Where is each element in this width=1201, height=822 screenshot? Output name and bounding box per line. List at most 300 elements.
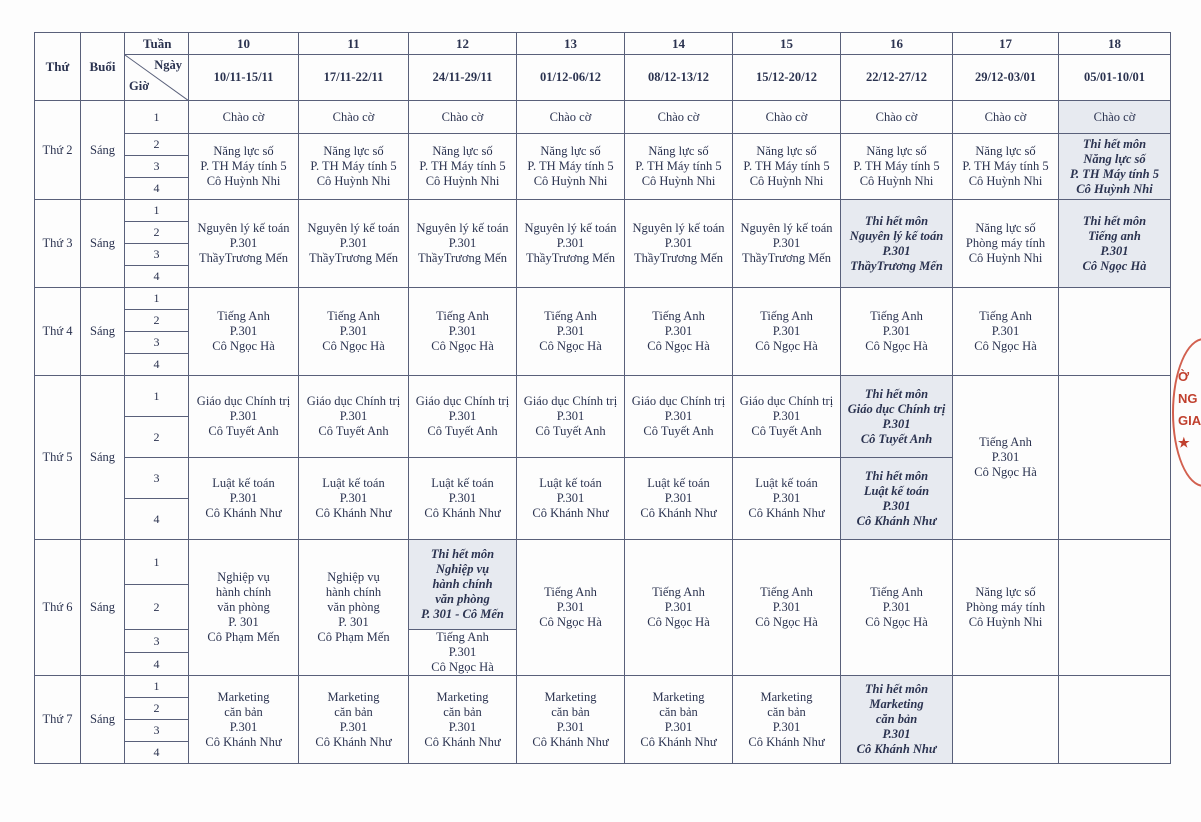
class-cell xyxy=(517,288,625,376)
period-cell: 1 xyxy=(125,676,189,698)
cell-line: Năng lực số xyxy=(323,144,384,158)
class-cell xyxy=(299,676,409,764)
cell-line: ThầyTrương Mến xyxy=(309,251,398,265)
header-buoi: Buổi xyxy=(81,33,125,101)
class-cell xyxy=(733,458,841,540)
cell-line: Giáo dục Chính trị xyxy=(196,394,291,408)
cell-line: Cô Tuyết Anh xyxy=(751,424,822,438)
class-cell xyxy=(299,288,409,376)
cell-line: P.301 xyxy=(556,600,585,614)
cell-line: Giáo dục Chính trị xyxy=(631,394,726,408)
cell-line: P.301 xyxy=(229,236,258,250)
period-cell: 4 xyxy=(125,742,189,764)
cell-line: Năng lực số xyxy=(432,144,493,158)
cell-line: P.301 xyxy=(664,719,693,734)
cell-line: ThầyTrương Mến xyxy=(418,251,507,265)
cell-line: Thi hết môn xyxy=(864,468,929,483)
cell-line: Marketing xyxy=(869,697,924,711)
cell-line: Tiếng Anh xyxy=(544,309,597,323)
cell-line: hành chính xyxy=(325,585,382,599)
cell-line: P.301 xyxy=(339,491,368,505)
dates-week-18: 05/01-10/01 xyxy=(1059,55,1171,101)
cell-line: Cô Khánh Như xyxy=(315,506,392,520)
header-ngay: Ngày xyxy=(154,58,182,72)
class-cell xyxy=(189,376,299,458)
class-cell xyxy=(409,200,517,288)
class-cell xyxy=(953,376,1059,540)
cell-line: P.301 xyxy=(882,324,911,338)
cell-line: văn phòng xyxy=(327,600,380,614)
cell-line: Cô Ngọc Hà xyxy=(431,339,494,353)
cell-line: Cô Huỳnh Nhi xyxy=(533,174,608,188)
cell-line: Thi hết môn xyxy=(430,547,495,561)
exam-cell xyxy=(841,200,953,288)
class-cell xyxy=(409,630,517,676)
cell-line: Cô Khánh Như xyxy=(315,734,392,749)
cell-line: văn phòng xyxy=(217,600,270,614)
cell-line: P.301 xyxy=(991,324,1020,338)
cell-line: Cô Khánh Như xyxy=(205,506,282,520)
cell-line: Nguyên lý kế toán xyxy=(197,221,290,235)
class-cell xyxy=(299,134,409,200)
cell-line: Tiếng Anh xyxy=(436,630,489,644)
cell-line: P.301 xyxy=(448,491,477,505)
cell-line: Năng lực số xyxy=(756,144,817,158)
cell-line: Nguyên lý kế toán xyxy=(740,221,833,235)
class-cell xyxy=(409,676,517,764)
dates-week-13: 01/12-06/12 xyxy=(517,55,625,101)
cell-line: Cô Huỳnh Nhi xyxy=(316,174,391,188)
cell-line: Nguyên lý kế toán xyxy=(524,221,617,235)
cell-line: Cô Khánh Như xyxy=(640,734,717,749)
cell-line: Năng lực số xyxy=(213,144,274,158)
cell-line: văn phòng xyxy=(435,592,490,606)
cell-line: Nghiệp vụ xyxy=(435,562,490,576)
class-cell xyxy=(299,376,409,458)
week-17: 17 xyxy=(953,33,1059,55)
cell-line: P.301 xyxy=(772,600,801,614)
class-cell xyxy=(299,200,409,288)
cell-line: P. 301 xyxy=(228,615,259,629)
class-cell xyxy=(733,540,841,676)
cell-line: Cô Ngọc Hà xyxy=(322,339,385,353)
class-cell xyxy=(625,540,733,676)
cell-line: Cô Huỳnh Nhi xyxy=(968,174,1043,188)
cell-line: Cô Tuyết Anh xyxy=(860,431,933,446)
cell-line: P.301 xyxy=(991,450,1020,464)
cell-line: Cô Ngọc Hà xyxy=(1082,258,1147,273)
cell-line: P. TH Máy tính 5 xyxy=(962,159,1049,173)
session-label: Sáng xyxy=(81,101,125,200)
cell-line: Cô Ngọc Hà xyxy=(431,660,494,674)
cell-line: P. TH Máy tính 5 xyxy=(635,159,722,173)
header-thu: Thứ xyxy=(35,33,81,101)
week-11: 11 xyxy=(299,33,409,55)
class-cell xyxy=(517,134,625,200)
exam-cell xyxy=(841,676,953,764)
dates-week-16: 22/12-27/12 xyxy=(841,55,953,101)
cell-line: Marketing xyxy=(760,689,813,704)
class-cell: Chào cờ xyxy=(733,101,841,134)
cell-line: Luật kế toán xyxy=(863,483,930,498)
cell-line: P.301 xyxy=(448,324,477,338)
period-cell: 4 xyxy=(125,266,189,288)
cell-line: P.301 xyxy=(882,498,911,513)
class-cell xyxy=(299,458,409,540)
class-cell xyxy=(517,458,625,540)
empty-cell xyxy=(1059,540,1171,676)
cell-line: P.301 xyxy=(556,324,585,338)
class-cell xyxy=(299,540,409,676)
period-cell: 2 xyxy=(125,698,189,720)
cell-line: Cô Huỳnh Nhi xyxy=(641,174,716,188)
cell-line: Năng lực số xyxy=(540,144,601,158)
period-cell: 1 xyxy=(125,288,189,310)
cell-line: Tiếng Anh xyxy=(652,585,705,599)
cell-line: Marketing xyxy=(652,689,705,704)
week-14: 14 xyxy=(625,33,733,55)
cell-line: Thi hết môn xyxy=(864,386,929,401)
cell-line: Cô Ngọc Hà xyxy=(647,339,710,353)
class-cell xyxy=(841,540,953,676)
period-cell: 1 xyxy=(125,540,189,585)
cell-line: Tiếng Anh xyxy=(870,309,923,323)
day-label: Thứ 2 xyxy=(35,101,81,200)
cell-line: Cô Khánh Như xyxy=(424,506,501,520)
cell-line: Nghiệp vụ xyxy=(217,570,270,584)
cell-line: căn bản xyxy=(224,704,263,719)
cell-line: Năng lực số xyxy=(1083,151,1146,166)
class-cell xyxy=(517,540,625,676)
cell-line: Cô Khánh Như xyxy=(856,742,937,756)
cell-line: Cô Khánh Như xyxy=(424,734,501,749)
cell-line: Tiếng Anh xyxy=(436,309,489,323)
dates-week-17: 29/12-03/01 xyxy=(953,55,1059,101)
cell-line: Cô Tuyết Anh xyxy=(318,424,389,438)
cell-line: P.301 xyxy=(339,409,368,423)
cell-line: Tiếng Anh xyxy=(327,309,380,323)
cell-line: Cô Huỳnh Nhi xyxy=(968,615,1043,629)
cell-line: ThầyTrương Mến xyxy=(850,258,943,273)
cell-line: P. 301 - Cô Mến xyxy=(421,607,504,621)
cell-line: ThầyTrương Mến xyxy=(742,251,831,265)
cell-line: P. TH Máy tính 5 xyxy=(310,159,397,173)
exam-cell xyxy=(841,376,953,458)
period-cell: 3 xyxy=(125,630,189,653)
class-cell xyxy=(189,540,299,676)
period-cell: 3 xyxy=(125,332,189,354)
cell-line: Marketing xyxy=(217,689,270,704)
stamp-text: Ờ xyxy=(1178,369,1190,384)
day-label: Thứ 7 xyxy=(35,676,81,764)
class-cell: Chào cờ xyxy=(299,101,409,134)
cell-line: Marketing xyxy=(544,689,597,704)
cell-line: P. TH Máy tính 5 xyxy=(1069,166,1160,181)
cell-line: Cô Ngọc Hà xyxy=(755,615,818,629)
period-cell: 2 xyxy=(125,417,189,458)
cell-line: Nghiệp vụ xyxy=(327,570,380,584)
cell-line: Cô Huỳnh Nhi xyxy=(749,174,824,188)
cell-line: P.301 xyxy=(664,600,693,614)
cell-line: Cô Ngọc Hà xyxy=(755,339,818,353)
cell-line: Phòng máy tính xyxy=(965,600,1046,614)
cell-line: ThầyTrương Mến xyxy=(634,251,723,265)
cell-line: Tiếng Anh xyxy=(870,585,923,599)
cell-line: Cô Tuyết Anh xyxy=(643,424,714,438)
cell-line: Cô Huỳnh Nhi xyxy=(859,174,934,188)
class-cell xyxy=(733,376,841,458)
header-tuan xyxy=(125,33,189,55)
class-cell xyxy=(625,134,733,200)
class-cell xyxy=(953,540,1059,676)
class-cell xyxy=(625,676,733,764)
cell-line: Cô Ngọc Hà xyxy=(539,339,602,353)
dates-week-14: 08/12-13/12 xyxy=(625,55,733,101)
exam-cell xyxy=(1059,200,1171,288)
cell-line: Cô Tuyết Anh xyxy=(427,424,498,438)
cell-line: Marketing xyxy=(327,689,380,704)
cell-line: Tiếng Anh xyxy=(979,435,1032,449)
cell-line: Cô Huỳnh Nhi xyxy=(1076,181,1153,196)
cell-line: P. TH Máy tính 5 xyxy=(527,159,614,173)
cell-line: P.301 xyxy=(448,409,477,423)
exam-cell xyxy=(409,540,517,630)
cell-line: ThầyTrương Mến xyxy=(199,251,288,265)
cell-line: P.301 xyxy=(556,236,585,250)
day-label: Thứ 6 xyxy=(35,540,81,676)
period-cell: 3 xyxy=(125,244,189,266)
cell-line: Cô Huỳnh Nhi xyxy=(425,174,500,188)
class-cell xyxy=(841,288,953,376)
cell-line: Luật kế toán xyxy=(539,476,602,490)
cell-line: Cô Ngọc Hà xyxy=(865,339,928,353)
cell-line: P. TH Máy tính 5 xyxy=(200,159,287,173)
exam-cell xyxy=(1059,134,1171,200)
period-cell: 4 xyxy=(125,499,189,540)
cell-line: P.301 xyxy=(882,416,911,431)
class-cell: Chào cờ xyxy=(189,101,299,134)
cell-line: căn bản xyxy=(334,704,373,719)
class-cell xyxy=(189,134,299,200)
cell-line: căn bản xyxy=(551,704,590,719)
cell-line: Cô Ngọc Hà xyxy=(974,465,1037,479)
cell-line: P. TH Máy tính 5 xyxy=(853,159,940,173)
dates-week-12: 24/11-29/11 xyxy=(409,55,517,101)
period-cell: 2 xyxy=(125,134,189,156)
cell-line: hành chính xyxy=(432,577,493,591)
cell-line: ThầyTrương Mến xyxy=(526,251,615,265)
cell-line: Cô Huỳnh Nhi xyxy=(206,174,281,188)
cell-line: Năng lực số xyxy=(975,585,1036,599)
period-cell: 2 xyxy=(125,222,189,244)
cell-line: Cô Tuyết Anh xyxy=(208,424,279,438)
class-cell: Chào cờ xyxy=(841,101,953,134)
stamp-text: GIA xyxy=(1178,413,1201,428)
session-label: Sáng xyxy=(81,200,125,288)
week-15: 15 xyxy=(733,33,841,55)
session-label: Sáng xyxy=(81,540,125,676)
class-cell xyxy=(189,288,299,376)
cell-line: P.301 xyxy=(664,324,693,338)
week-10: 10 xyxy=(189,33,299,55)
cell-line: Năng lực số xyxy=(975,144,1036,158)
cell-line: Tiếng Anh xyxy=(544,585,597,599)
class-cell: Chào cờ xyxy=(953,101,1059,134)
cell-line: P.301 xyxy=(229,409,258,423)
cell-line: P.301 xyxy=(448,645,477,659)
cell-line: Giáo dục Chính trị xyxy=(306,394,401,408)
cell-line: Năng lực số xyxy=(975,221,1036,235)
cell-line: Nguyên lý kế toán xyxy=(849,228,944,243)
class-cell xyxy=(517,376,625,458)
cell-line: căn bản xyxy=(443,704,482,719)
class-cell xyxy=(517,676,625,764)
cell-line: Tiếng Anh xyxy=(652,309,705,323)
cell-line: Cô Tuyết Anh xyxy=(535,424,606,438)
class-cell xyxy=(409,288,517,376)
cell-line: Luật kế toán xyxy=(212,476,275,490)
header-gio: Giờ xyxy=(129,79,150,93)
dates-week-10: 10/11-15/11 xyxy=(189,55,299,101)
cell-line: P.301 xyxy=(229,324,258,338)
class-cell xyxy=(517,200,625,288)
cell-line: Cô Khánh Như xyxy=(748,734,825,749)
class-cell xyxy=(625,200,733,288)
week-12: 12 xyxy=(409,33,517,55)
dates-week-15: 15/12-20/12 xyxy=(733,55,841,101)
cell-line: Cô Ngọc Hà xyxy=(974,339,1037,353)
cell-line: P.301 xyxy=(1100,243,1129,258)
cell-line: P.301 xyxy=(229,491,258,505)
class-cell: Chào cờ xyxy=(409,101,517,134)
class-cell xyxy=(733,200,841,288)
class-cell xyxy=(189,458,299,540)
empty-cell xyxy=(1059,676,1171,764)
timetable-wrapper xyxy=(34,32,1171,764)
header-tuan-label: Tuần xyxy=(143,36,172,51)
cell-line: Cô Khánh Như xyxy=(205,734,282,749)
week-18: 18 xyxy=(1059,33,1171,55)
exam-cell xyxy=(841,458,953,540)
cell-line: Cô Ngọc Hà xyxy=(212,339,275,353)
cell-line: P.301 xyxy=(882,243,911,258)
cell-line: P.301 xyxy=(556,491,585,505)
cell-line: Tiếng Anh xyxy=(217,309,270,323)
week-13: 13 xyxy=(517,33,625,55)
stamp-star-icon: ★ xyxy=(1178,435,1190,450)
cell-line: Nguyên lý kế toán xyxy=(307,221,400,235)
cell-line: P.301 xyxy=(339,236,368,250)
cell-line: P.301 xyxy=(664,409,693,423)
cell-line: Năng lực số xyxy=(866,144,927,158)
cell-line: Giáo dục Chính trị xyxy=(523,394,618,408)
stamp-text: NG xyxy=(1178,391,1198,406)
session-label: Sáng xyxy=(81,376,125,540)
session-label: Sáng xyxy=(81,676,125,764)
cell-line: Giáo dục Chính trị xyxy=(739,394,834,408)
class-cell: Chào cờ xyxy=(517,101,625,134)
cell-line: căn bản xyxy=(875,712,918,726)
class-cell xyxy=(953,200,1059,288)
class-cell: Chào cờ xyxy=(625,101,733,134)
class-cell xyxy=(841,134,953,200)
cell-line: Phòng máy tính xyxy=(965,236,1046,250)
day-label: Thứ 5 xyxy=(35,376,81,540)
cell-line: Luật kế toán xyxy=(647,476,710,490)
period-cell: 1 xyxy=(125,376,189,417)
school-stamp xyxy=(1168,338,1201,488)
class-cell xyxy=(189,200,299,288)
class-cell: Chào cờ xyxy=(1059,101,1171,134)
cell-line: P.301 xyxy=(448,236,477,250)
cell-line: Tiếng anh xyxy=(1088,228,1141,243)
period-cell: 2 xyxy=(125,585,189,630)
timetable xyxy=(34,32,1171,764)
class-cell xyxy=(953,288,1059,376)
period-cell: 1 xyxy=(125,101,189,134)
day-label: Thứ 3 xyxy=(35,200,81,288)
session-label: Sáng xyxy=(81,288,125,376)
cell-line: Thi hết môn xyxy=(1082,136,1147,151)
cell-line: Thi hết môn xyxy=(1082,213,1147,228)
cell-line: P.301 xyxy=(448,719,477,734)
cell-line: Cô Ngọc Hà xyxy=(539,615,602,629)
empty-cell xyxy=(1059,288,1171,376)
class-cell xyxy=(733,288,841,376)
period-cell: 4 xyxy=(125,178,189,200)
class-cell xyxy=(189,676,299,764)
cell-line: P.301 xyxy=(772,409,801,423)
cell-line: Cô Ngọc Hà xyxy=(865,615,928,629)
cell-line: Luật kế toán xyxy=(322,476,385,490)
cell-line: P.301 xyxy=(772,491,801,505)
period-cell: 4 xyxy=(125,653,189,676)
cell-line: P.301 xyxy=(772,236,801,250)
cell-line: P.301 xyxy=(556,719,585,734)
week-16: 16 xyxy=(841,33,953,55)
cell-line: P.301 xyxy=(229,719,258,734)
period-cell: 1 xyxy=(125,200,189,222)
class-cell xyxy=(953,134,1059,200)
cell-line: Năng lực số xyxy=(648,144,709,158)
period-cell: 3 xyxy=(125,720,189,742)
cell-line: Tiếng Anh xyxy=(979,309,1032,323)
cell-line: hành chính xyxy=(215,585,272,599)
cell-line: Marketing xyxy=(436,689,489,704)
class-cell xyxy=(409,376,517,458)
cell-line: Cô Ngọc Hà xyxy=(647,615,710,629)
class-cell xyxy=(625,376,733,458)
cell-line: Nguyên lý kế toán xyxy=(632,221,725,235)
class-cell xyxy=(409,458,517,540)
cell-line: Cô Phạm Mến xyxy=(207,630,280,644)
class-cell xyxy=(625,288,733,376)
cell-line: P.301 xyxy=(664,491,693,505)
cell-line: Cô Khánh Như xyxy=(532,734,609,749)
class-cell xyxy=(733,134,841,200)
cell-line: P.301 xyxy=(772,719,801,734)
cell-line: Thi hết môn xyxy=(864,682,929,696)
cell-line: P.301 xyxy=(882,727,911,741)
cell-line: Cô Khánh Như xyxy=(856,513,937,528)
cell-line: Cô Khánh Như xyxy=(532,506,609,520)
cell-line: Tiếng Anh xyxy=(760,585,813,599)
cell-line: Luật kế toán xyxy=(755,476,818,490)
empty-cell xyxy=(1059,376,1171,540)
cell-line: căn bản xyxy=(659,704,698,719)
cell-line: Cô Huỳnh Nhi xyxy=(968,251,1043,265)
header-ngay-gio xyxy=(125,55,189,101)
